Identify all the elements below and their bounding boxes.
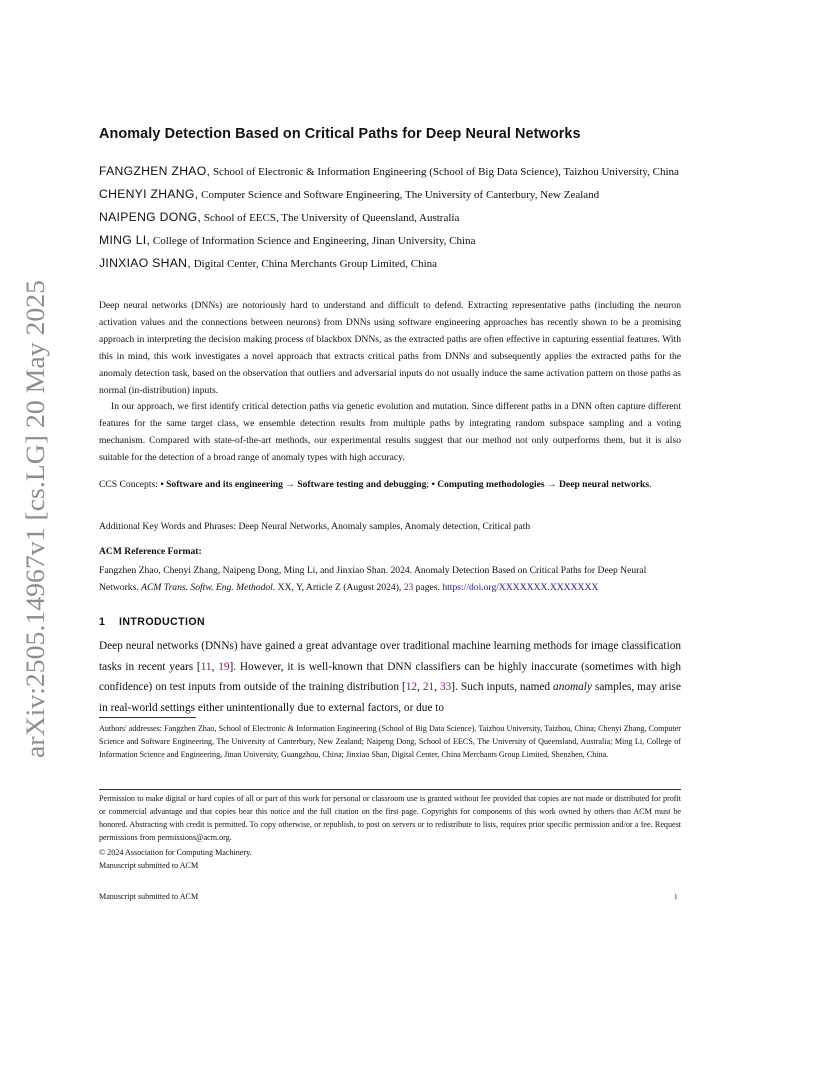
intro-text: ]. Such inputs, named [451, 681, 554, 693]
intro-paragraph [99, 636, 681, 718]
page-number: i [674, 892, 677, 901]
citation-link[interactable]: 12 [405, 681, 418, 693]
copyright-block [99, 847, 681, 873]
citation-link[interactable]: 33 [440, 681, 452, 693]
reference-authors: Fangzhen Zhao, Chenyi Zhang, Naipeng Dong, Ming Li, and Jinxiao Shan. 2024. Anomaly Detection Based on Critical Paths for Deep Neural Networks. [99, 565, 647, 593]
citation-link[interactable]: 21 [422, 681, 435, 693]
intro-text: , [211, 660, 219, 673]
footnote-divider [99, 717, 196, 718]
author-affiliation: Digital Center, China Merchants Group Limited, China [190, 258, 438, 270]
author-name: MING LI, [99, 233, 151, 247]
acm-reference-heading: ACM Reference Format: [99, 546, 202, 557]
intro-text: samples, may arise in real-world settings either unintentionally due to external factors, or due to [99, 681, 681, 714]
author-name: JINXIAO SHAN, [99, 256, 191, 270]
author-affiliation: School of EECS, The University of Queensland, Australia [201, 212, 460, 224]
author-affiliation: College of Information Science and Engineering, Jinan University, China [150, 235, 476, 247]
intro-body [99, 636, 681, 718]
ccs-separator: ; [426, 479, 432, 490]
author-entry [99, 229, 681, 252]
reference-pages-word: pages. [413, 581, 443, 593]
author-entry [99, 252, 681, 275]
ccs-label: CCS Concepts: [99, 479, 161, 490]
doi-link[interactable]: https://doi.org/XXXXXXX.XXXXXXX [442, 581, 599, 593]
permission-divider [99, 789, 681, 790]
ccs-concepts [99, 477, 681, 494]
intro-text: ]. However, it is well-known that DNN classifiers can be highly inaccurate (sometimes with high confidence) on test inputs from outside of the training distribution [ [99, 660, 681, 693]
arxiv-identifier: arXiv:2505.14967v1 [cs.LG] 20 May 2025 [21, 310, 50, 758]
citation-link[interactable]: 19 [218, 660, 230, 673]
author-entry [99, 183, 681, 206]
abstract [99, 298, 681, 467]
citation-link[interactable]: 11 [200, 660, 212, 673]
intro-emphasis: anomaly [553, 681, 592, 693]
reference-details: XX, Y, Article Z (August 2024), [275, 581, 404, 593]
footer-left-text: Manuscript submitted to ACM [99, 892, 199, 901]
ccs-concept: • Computing methodologies → Deep neural networks [431, 479, 650, 490]
author-entry [99, 206, 681, 229]
reference-journal: ACM Trans. Softw. Eng. Methodol. [141, 581, 276, 593]
manuscript-note: Manuscript submitted to ACM [99, 860, 199, 870]
permission-notice: Permission to make digital or hard copies of all or part of this work for personal or classroom use is granted without fee provided that copies are not made or distributed for profit or commercial advantage and that copies bear this notice and the full citation on the first page. Copyrights for components of this work owned by others than ACM must be honored. Abstracting with credit is permitted. To copy otherwise, or republish, to post on servers or to redistribute to lists, requires prior specific permission and/or a fee. Request permissions from permissions@acm.org. [99, 794, 681, 842]
author-name: NAIPENG DONG, [99, 210, 202, 224]
ccs-concept: • Software and its engineering → Software testing and debugging [160, 479, 427, 490]
arxiv-sidebar-stamp [20, 278, 52, 760]
author-name: CHENYI ZHANG, [99, 187, 199, 201]
abstract-paragraph: In our approach, we first identify critical detection paths via genetic evolution and mutation. Since different paths in a DNN often capture different features for the same target class, we ensemble detection results from multiple paths by integrating random subspace sampling and a voting mechanism. Compared with state-of-the-art methods, our experimental results suggest that our method not only outperforms them, but it is also suitable for the detection of a broad range of anomaly types with high accuracy. [99, 401, 681, 464]
copyright-line: © 2024 Association for Computing Machinery. [99, 848, 252, 857]
intro-text: Deep neural networks (DNNs) have gained a great advantage over traditional machine learning methods for image classification tasks in recent years [ [99, 640, 681, 673]
author-name: FANGZHEN ZHAO, [99, 164, 211, 178]
author-affiliation: Computer Science and Software Engineering, The University of Canterbury, New Zealand [198, 189, 600, 201]
section-title: INTRODUCTION [119, 616, 206, 628]
intro-text: , [417, 681, 423, 693]
author-entry [99, 160, 681, 183]
reference-pages-link[interactable]: 23 [403, 581, 414, 593]
author-list [99, 160, 681, 275]
author-affiliation: School of Electronic & Information Engineering (School of Big Data Science), Taizhou University, China [210, 166, 679, 178]
keywords: Additional Key Words and Phrases: Deep Neural Networks, Anomaly samples, Anomaly detection, Critical path [99, 521, 531, 532]
section-number: 1 [99, 616, 106, 628]
paper-title: Anomaly Detection Based on Critical Paths for Deep Neural Networks [99, 126, 581, 142]
intro-text: , [434, 681, 440, 693]
section-heading [99, 616, 681, 628]
abstract-paragraph: Deep neural networks (DNNs) are notoriously hard to understand and difficult to defend. Extracting representative paths (including the neuron activation values and the connections between neurons) from DNNs using software engineering approaches has recently shown to be a promising approach in interpreting the decision making process of blackbox DNNs, as the extracted paths are often effective in capturing essential features. With this in mind, this work investigates a novel approach that extracts critical paths from DNNs and subsequently applies the extracted paths for the anomaly detection task, based on the observation that outliers and adversarial inputs do not usually induce the same activation pattern on those paths as normal (in-distribution) inputs. [99, 300, 681, 396]
ccs-end: . [649, 479, 652, 490]
authors-addresses-footnote: Authors' addresses: Fangzhen Zhao, School of Electronic & Information Engineering (School of Big Data Science), Taizhou University, Taizhou, China; Chenyi Zhang, Computer Science and Software Engineering, The University of Canterbury, New Zealand; Naipeng Dong, School of EECS, The University of Queensland, Australia; Ming Li, College of Information Science and Engineering, Jinan University, Guangzhou, China; Jinxiao Shan, Digital Center, China Merchants Group Limited, Shenzhen, China. [99, 724, 681, 759]
acm-reference [99, 563, 681, 597]
